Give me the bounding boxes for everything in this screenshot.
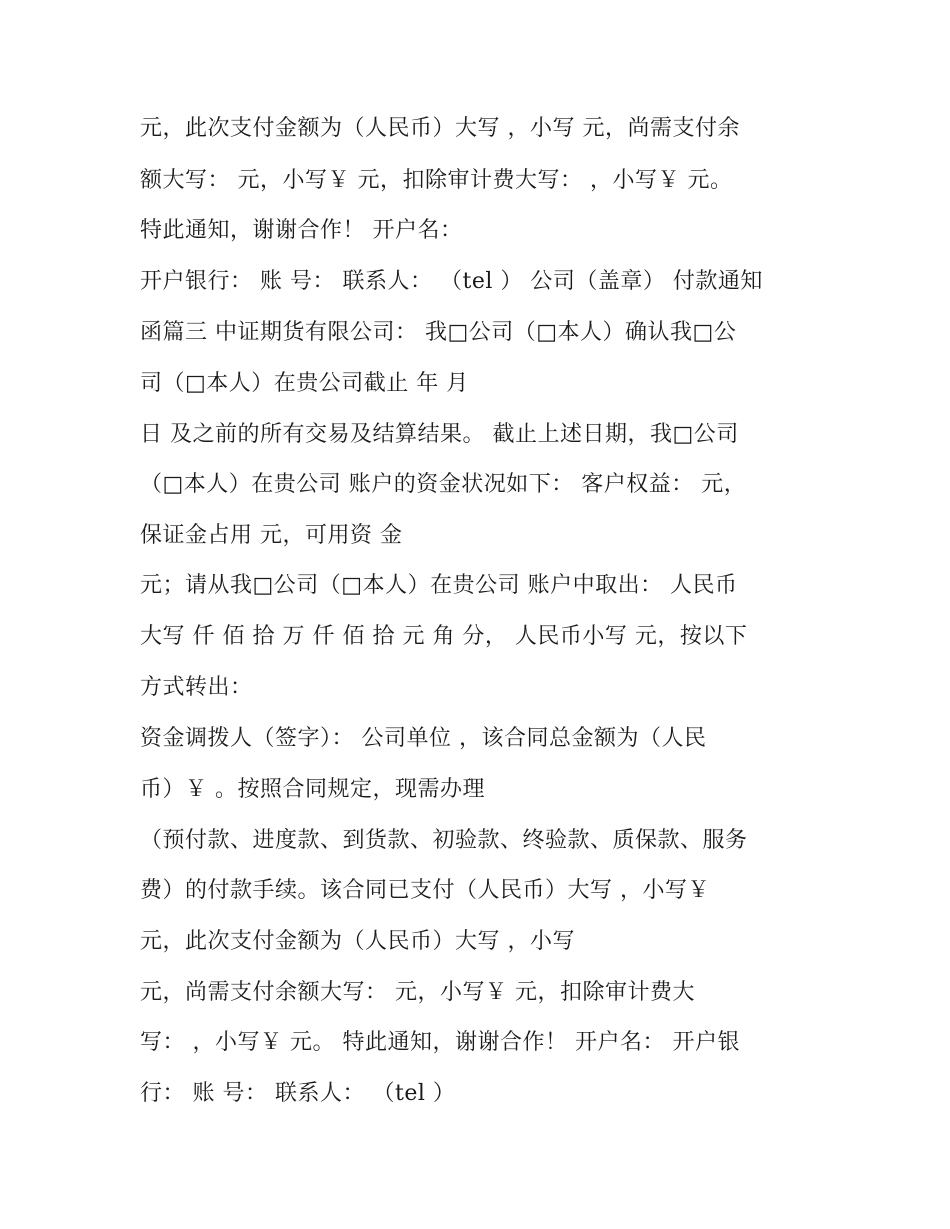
text-line-13: 资金调拨人（签字）： 公司单位 ，该合同总金额为（人民	[140, 726, 707, 751]
text-line-7: 日 及之前的所有交易及结算结果。 截止上述日期，我□公司	[140, 422, 739, 447]
text-line-12: 方式转出：	[140, 675, 253, 700]
text-line-17: 元，此次支付金额为（人民币）大写 ，小写	[140, 929, 575, 954]
text-line-19: 写： ，小写￥ 元。 特此通知，谢谢合作！ 开户名： 开户银	[140, 1030, 740, 1055]
text-line-2: 额大写： 元，小写￥ 元，扣除审计费大写： ，小写￥ 元。	[140, 168, 733, 193]
text-line-3: 特此通知，谢谢合作！ 开户名：	[140, 218, 463, 243]
text-line-16: 费）的付款手续。该合同已支付（人民币）大写 ，小写￥	[140, 878, 710, 903]
text-line-4: 开户银行： 账 号： 联系人： （tel ） 公司（盖章） 付款通知	[140, 269, 763, 294]
text-line-1: 元，此次支付金额为（人民币）大写 ，小写 元，尚需支付余	[140, 116, 740, 141]
text-line-9: 保证金占用 元，可用资 金	[140, 523, 403, 548]
text-line-8: （□本人）在贵公司 账户的资金状况如下： 客户权益： 元，	[140, 472, 747, 497]
text-line-11: 大写 仟 佰 拾 万 仟 佰 拾 元 角 分， 人民币小写 元，按以下	[140, 624, 748, 649]
text-line-10: 元；请从我□公司（□本人）在贵公司 账户中取出： 人民币	[140, 573, 738, 598]
text-line-18: 元，尚需支付余额大写： 元，小写￥ 元，扣除审计费大	[140, 980, 695, 1005]
text-line-20: 行： 账 号： 联系人： （tel ）	[140, 1081, 456, 1106]
text-line-15: （预付款、进度款、到货款、初验款、终验款、质保款、服务	[140, 828, 748, 853]
text-line-6: 司（□本人）在贵公司截止 年 月	[140, 371, 469, 396]
text-line-14: 币）￥ 。按照合同规定，现需办理	[140, 777, 485, 802]
text-line-5: 函篇三 中证期货有限公司： 我□公司（□本人）确认我□公	[140, 320, 737, 345]
